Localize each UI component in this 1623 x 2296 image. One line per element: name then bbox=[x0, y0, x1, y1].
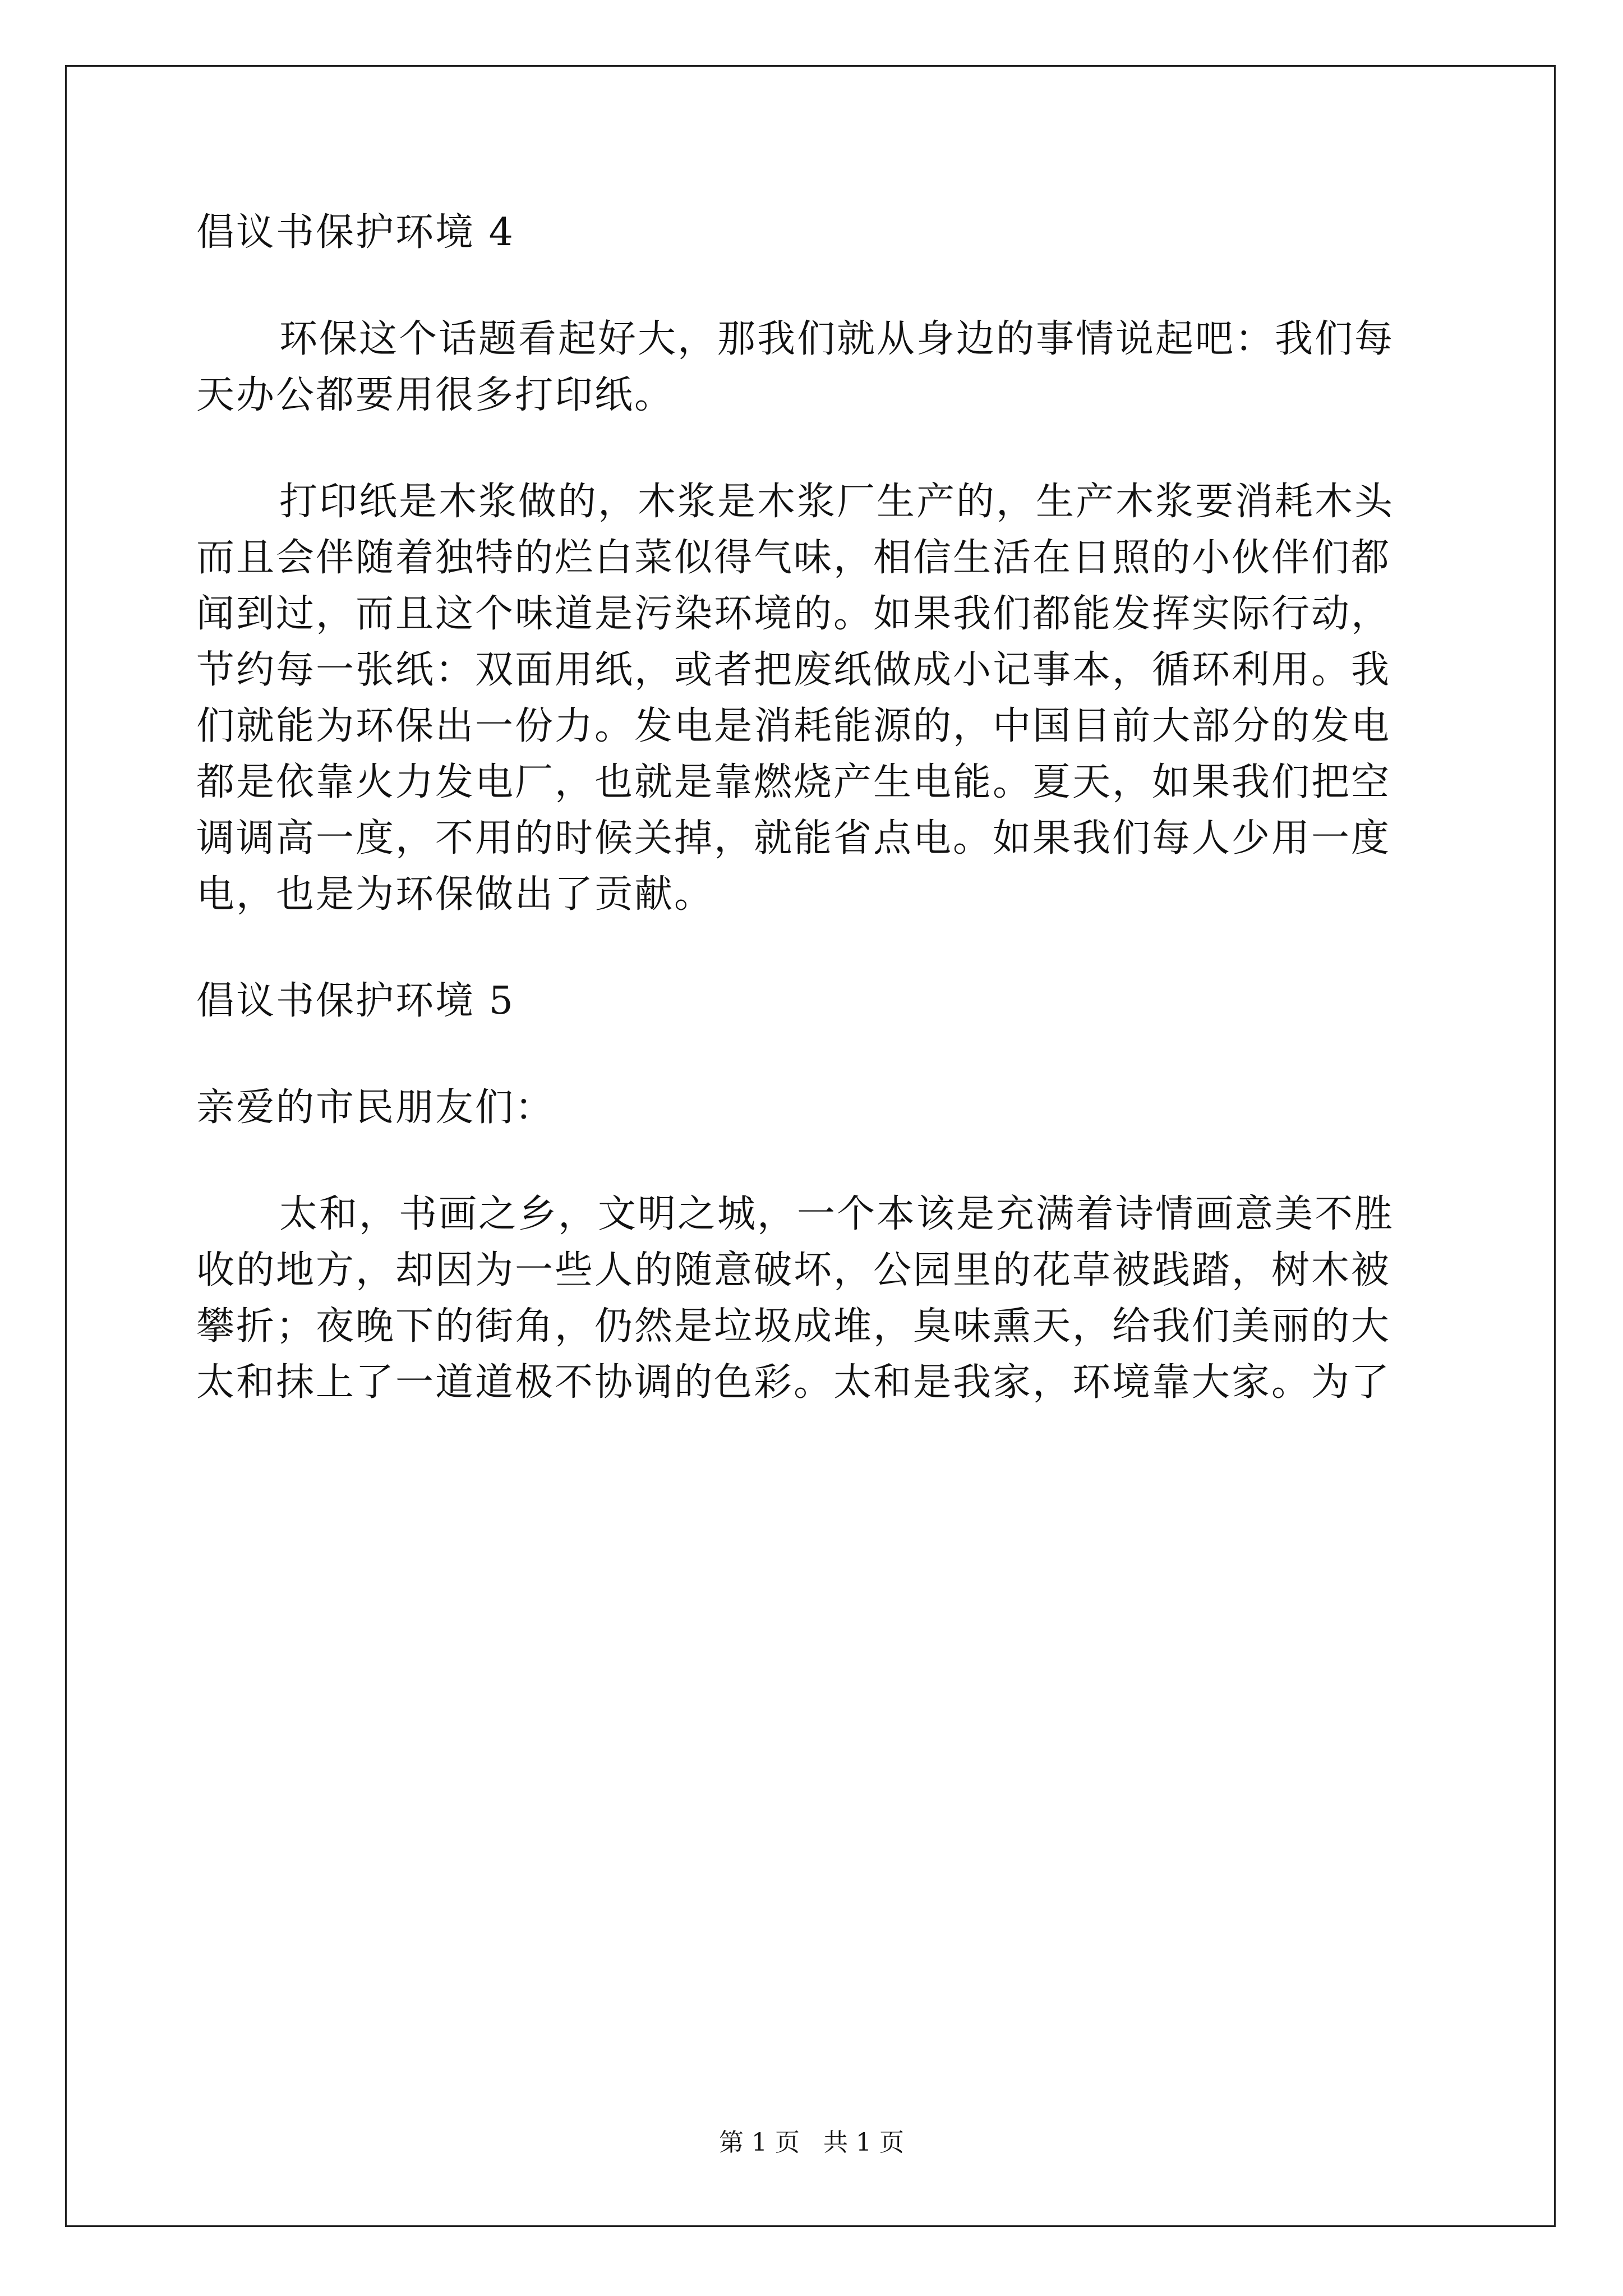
paragraph-line: 而且会伴随着独特的烂白菜似得气味，相信生活在日照的小伙伴们都 bbox=[196, 536, 1391, 580]
paragraph-line: 环保这个话题看起好大，那我们就从身边的事情说起吧：我们每 bbox=[279, 317, 1395, 361]
paragraph-line: 太和抹上了一道道极不协调的色彩。太和是我家，环境靠大家。为了 bbox=[196, 1360, 1391, 1405]
page-number-footer: 第 1 页 共 1 页 bbox=[719, 2128, 904, 2157]
paragraph-line: 收的地方，却因为一些人的随意破坏，公园里的花草被践踏，树木被 bbox=[196, 1248, 1391, 1292]
paragraph-line: 调调高一度，不用的时候关掉，就能省点电。如果我们每人少用一度 bbox=[196, 816, 1391, 861]
paragraph-line: 太和，书画之乡，文明之城，一个本该是充满着诗情画意美不胜 bbox=[279, 1192, 1395, 1236]
paragraph-line: 们就能为环保出一份力。发电是消耗能源的，中国目前大部分的发电 bbox=[196, 704, 1391, 748]
paragraph-line: 节约每一张纸：双面用纸，或者把废纸做成小记事本，循环利用。我 bbox=[196, 648, 1391, 692]
paragraph-line: 攀折；夜晚下的街角，仍然是垃圾成堆，臭味熏天，给我们美丽的大 bbox=[196, 1304, 1391, 1349]
document-body bbox=[196, 205, 1430, 1411]
salutation: 亲爱的市民朋友们： bbox=[196, 1085, 555, 1130]
paragraph-line: 都是依靠火力发电厂，也就是靠燃烧产生电能。夏天，如果我们把空 bbox=[196, 760, 1391, 804]
section-heading: 倡议书保护环境 4 bbox=[196, 210, 515, 255]
paragraph-line: 打印纸是木浆做的，木浆是木浆厂生产的，生产木浆要消耗木头 bbox=[279, 480, 1395, 524]
paragraph-line: 闻到过，而且这个味道是污染环境的。如果我们都能发挥实际行动， bbox=[196, 592, 1391, 636]
paragraph-line: 电，也是为环保做出了贡献。 bbox=[196, 872, 714, 917]
paragraph-line: 天办公都要用很多打印纸。 bbox=[196, 373, 675, 417]
section-heading: 倡议书保护环境 5 bbox=[196, 979, 515, 1023]
